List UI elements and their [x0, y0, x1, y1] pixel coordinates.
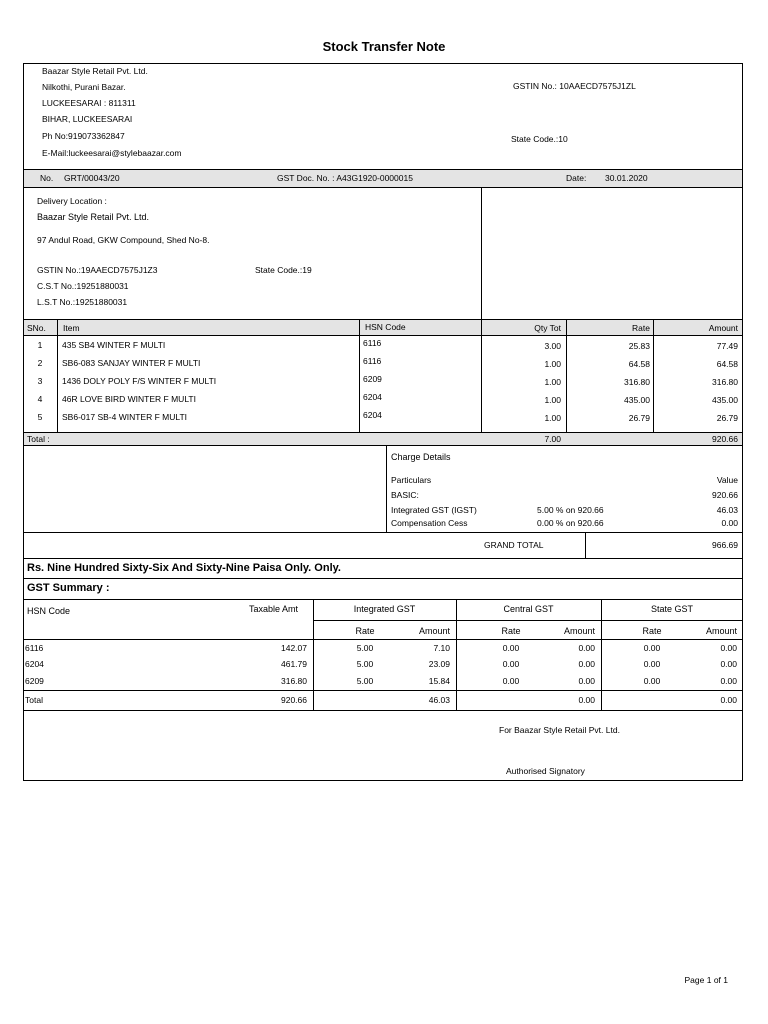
basic-value: 920.66	[712, 490, 738, 500]
items-header-sno: SNo.	[27, 323, 46, 333]
particulars-label: Particulars	[391, 475, 432, 485]
authorised-signatory: Authorised Signatory	[506, 766, 585, 776]
delivery-gstin: GSTIN No.:19AAECD7575J1Z3	[37, 265, 158, 275]
cess-value: 0.00	[721, 518, 738, 528]
items-total-label: Total :	[27, 434, 50, 444]
delivery-lst: L.S.T No.:19251880031	[37, 297, 128, 307]
date-value: 30.01.2020	[605, 173, 648, 183]
value-label: Value	[716, 475, 738, 485]
company-name: Baazar Style Retail Pvt. Ltd.	[42, 66, 148, 76]
gst-sgst-header: State GST	[650, 604, 694, 614]
company-address-2: LUCKEESARAI : 811311	[42, 98, 136, 108]
gst-total-taxable: 920.66	[281, 695, 307, 705]
items-total-amount: 920.66	[712, 434, 738, 444]
for-company-label: For Baazar Style Retail Pvt. Ltd.	[499, 725, 620, 735]
items-header-item: Item	[63, 323, 80, 333]
signature-box	[23, 710, 743, 781]
gst-total-cgst: 0.00	[578, 695, 595, 705]
items-header-qty: Qty Tot	[534, 323, 561, 333]
delivery-name: Baazar Style Retail Pvt. Ltd.	[37, 212, 150, 222]
company-phone: Ph No:919073362847	[42, 131, 125, 141]
grand-total-box	[23, 532, 743, 559]
basic-label: BASIC:	[391, 490, 419, 500]
doc-no-label: No.	[40, 173, 54, 183]
gst-summary-table	[23, 599, 743, 711]
gst-total-igst: 46.03	[428, 695, 450, 705]
gst-total-sgst: 0.00	[720, 695, 737, 705]
company-gstin: GSTIN No.: 10AAECD7575J1ZL	[513, 81, 636, 91]
charges-title: Charge Details	[391, 452, 451, 462]
gst-taxable-header: Taxable Amt	[249, 604, 299, 614]
delivery-label: Delivery Location :	[37, 196, 107, 206]
company-address-1: Nilkothi, Purani Bazar.	[42, 82, 126, 92]
doc-no-value: GRT/00043/20	[64, 173, 120, 183]
igst-value: 46.03	[716, 505, 738, 515]
grand-total-label: GRAND TOTAL	[484, 540, 544, 550]
gst-doc-no: GST Doc. No. : A43G1920-0000015	[277, 173, 413, 183]
charges-box	[23, 445, 743, 533]
gst-total-label: Total	[25, 695, 43, 705]
items-total-qty: 7.00	[544, 434, 561, 444]
delivery-box	[23, 187, 743, 320]
page-title: Stock Transfer Note	[322, 39, 446, 54]
items-header-hsn: HSN Code	[365, 322, 406, 332]
date-label: Date:	[566, 173, 587, 183]
igst-label: Integrated GST (IGST)	[391, 505, 477, 515]
amount-in-words: Rs. Nine Hundred Sixty-Six And Sixty-Nine Paisa Only. Only.	[27, 562, 341, 574]
cess-label: Compensation Cess	[391, 518, 468, 528]
items-header-amount: Amount	[708, 323, 738, 333]
page-number: Page 1 of 1	[684, 975, 728, 985]
delivery-cst: C.S.T No.:19251880031	[37, 281, 129, 291]
items-header-rate: Rate	[632, 323, 650, 333]
gst-igst-header: Integrated GST	[353, 604, 416, 614]
delivery-address: 97 Andul Road, GKW Compound, Shed No-8.	[37, 235, 210, 245]
company-address-3: BIHAR, LUCKEESARAI	[42, 114, 133, 124]
gst-hsn-header: HSN Code	[27, 606, 71, 616]
gst-cgst-header: Central GST	[503, 604, 554, 614]
cess-rate: 0.00 % on 920.66	[537, 518, 604, 528]
company-state-code: State Code.:10	[511, 134, 568, 144]
company-email: E-Mail:luckeesarai@stylebaazar.com	[42, 148, 182, 158]
grand-total-value: 966.69	[712, 540, 738, 550]
gst-summary-title: GST Summary :	[27, 582, 110, 594]
delivery-state-code: State Code.:19	[255, 265, 312, 275]
igst-rate: 5.00 % on 920.66	[537, 505, 604, 515]
